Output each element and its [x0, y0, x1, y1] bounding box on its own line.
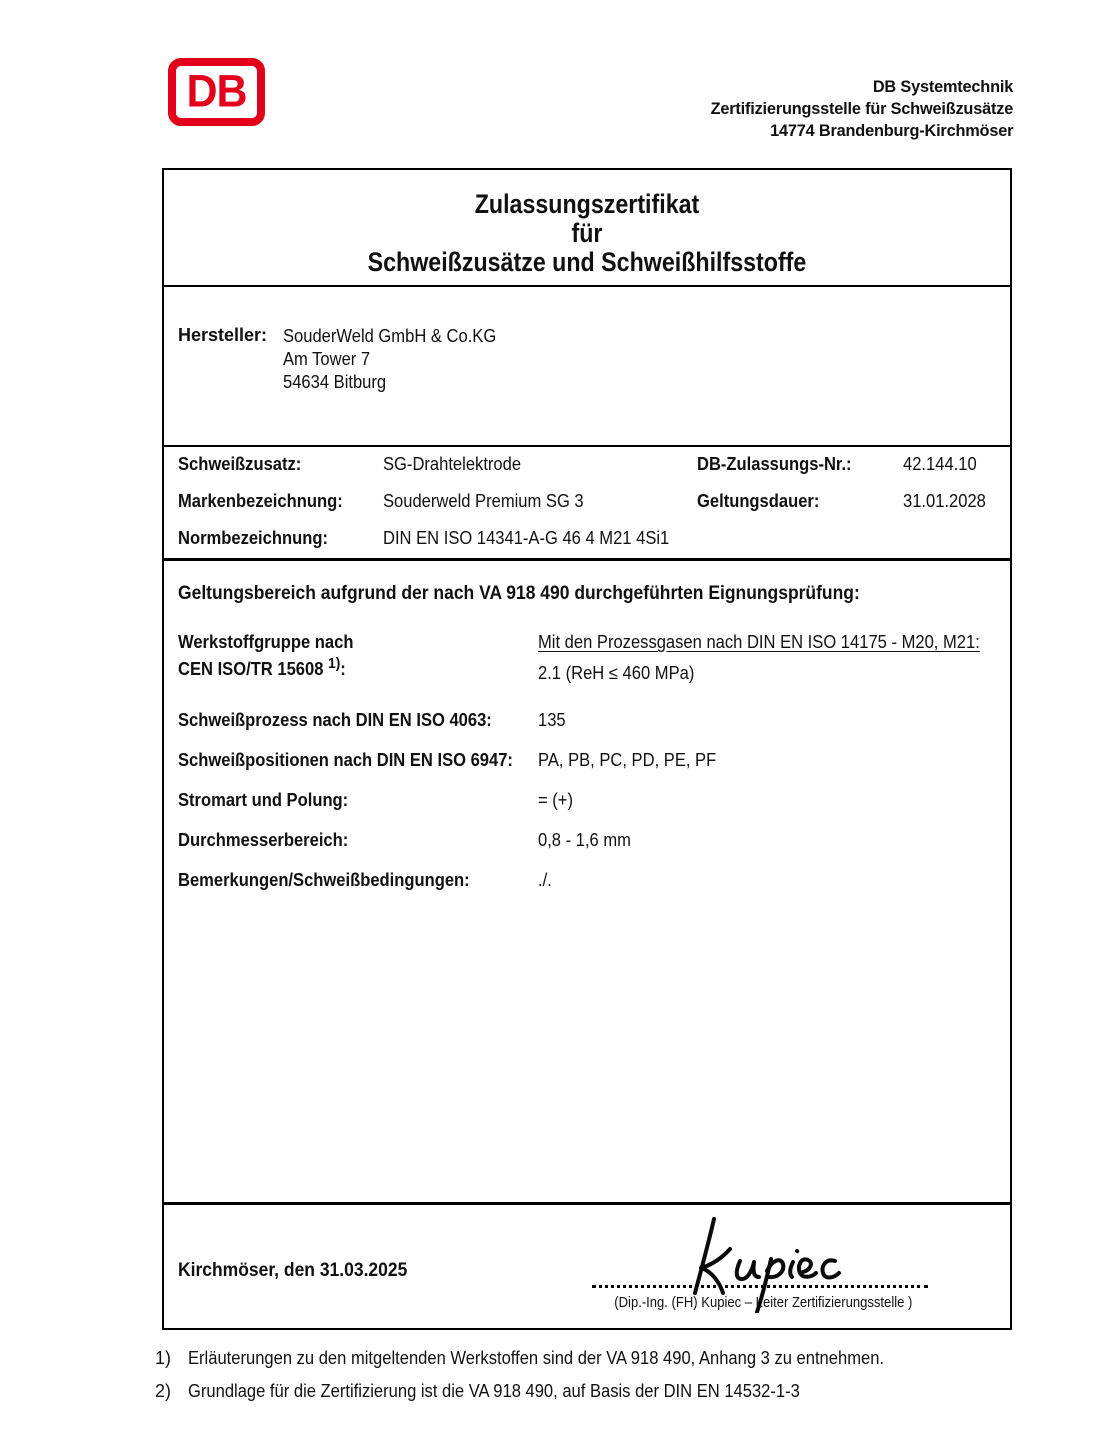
scope-row-schweisspositionen: Schweißpositionen nach DIN EN ISO 6947: PA, PB, PC, PD, PE, PF	[178, 750, 717, 770]
manufacturer-city: 54634 Bitburg	[283, 372, 387, 392]
detail-value-normbezeichnung: DIN EN ISO 14341-A-G 46 4 M21 4Si1	[383, 528, 670, 548]
place-date: Kirchmöser, den 31.03.2025	[178, 1260, 408, 1281]
issuer-address-block	[698, 76, 1013, 142]
scope-row-stromart: Stromart und Polung: = (+)	[178, 790, 573, 810]
details-table	[164, 447, 1010, 561]
detail-label-schweisszusatz: Schweißzusatz:	[178, 454, 302, 474]
manufacturer-street: Am Tower 7	[283, 349, 371, 369]
scope-row-bemerkungen: Bemerkungen/Schweißbedingungen: ./.	[178, 870, 552, 890]
detail-label-markenbezeichnung: Markenbezeichnung:	[178, 491, 343, 511]
signature-section	[164, 1205, 1010, 1328]
scope-row-werkstoffgruppe	[178, 631, 1010, 684]
manufacturer-section	[164, 287, 1010, 447]
db-logo-text: DB	[186, 66, 247, 117]
scope-row-schweissprozess: Schweißprozess nach DIN EN ISO 4063: 135	[178, 710, 566, 730]
detail-label-zulassungs-nr: DB-Zulassungs-Nr.:	[697, 454, 852, 474]
manufacturer-name: SouderWeld GmbH & Co.KG	[283, 326, 497, 346]
footnotes	[155, 1348, 945, 1414]
signature-caption: (Dip.-Ing. (FH) Kupiec – Leiter Zertifizierungsstelle )	[614, 1294, 913, 1311]
manufacturer-label: Hersteller:	[178, 325, 268, 345]
werkstoffgruppe-value: Mit den Prozessgasen nach DIN EN ISO 14175 - M20, M21: 2.1 (ReH ≤ 460 MPa)	[538, 632, 980, 683]
detail-value-geltungsdauer: 31.01.2028	[903, 491, 986, 511]
detail-value-schweisszusatz: SG-Drahtelektrode	[383, 454, 522, 474]
manufacturer-address	[283, 325, 515, 445]
scope-section	[164, 561, 1010, 1205]
certificate-title-line2: für	[571, 218, 603, 248]
db-logo	[168, 58, 265, 126]
issuer-department: Zertifizierungsstelle für Schweißzusätze	[710, 99, 1013, 118]
detail-label-geltungsdauer: Geltungsdauer:	[697, 491, 820, 511]
certificate-title-line1: Zulassungszertifikat	[474, 189, 700, 219]
detail-label-normbezeichnung: Normbezeichnung:	[178, 528, 328, 548]
scope-row-durchmesserbereich: Durchmesserbereich: 0,8 - 1,6 mm	[178, 830, 631, 850]
footnote-1: 1) Erläuterungen zu den mitgeltenden Werkstoffen sind der VA 918 490, Anhang 3 zu entnehmen.	[155, 1348, 885, 1368]
title-section	[164, 170, 1010, 287]
detail-value-markenbezeichnung: Souderweld Premium SG 3	[383, 491, 584, 511]
detail-value-zulassungs-nr: 42.144.10	[903, 454, 977, 474]
werkstoffgruppe-label: Werkstoffgruppe nach CEN ISO/TR 15608 $^{1)}$:	[178, 632, 354, 679]
issuer-name: DB Systemtechnik	[872, 77, 1013, 96]
scope-heading: Geltungsbereich aufgrund der nach VA 918 490 durchgeführten Eignungsprüfung:	[178, 583, 860, 604]
issuer-city: 14774 Brandenburg-Kirchmöser	[769, 121, 1013, 140]
footnote-ref-1: 1)	[328, 655, 341, 672]
footnote-2: 2) Grundlage für die Zertifizierung ist die VA 918 490, auf Basis der DIN EN 14532-1-3	[155, 1381, 800, 1401]
certificate-title-line3: Schweißzusätze und Schweißhilfsstoffe	[367, 247, 807, 277]
certificate-frame	[162, 168, 1012, 1330]
